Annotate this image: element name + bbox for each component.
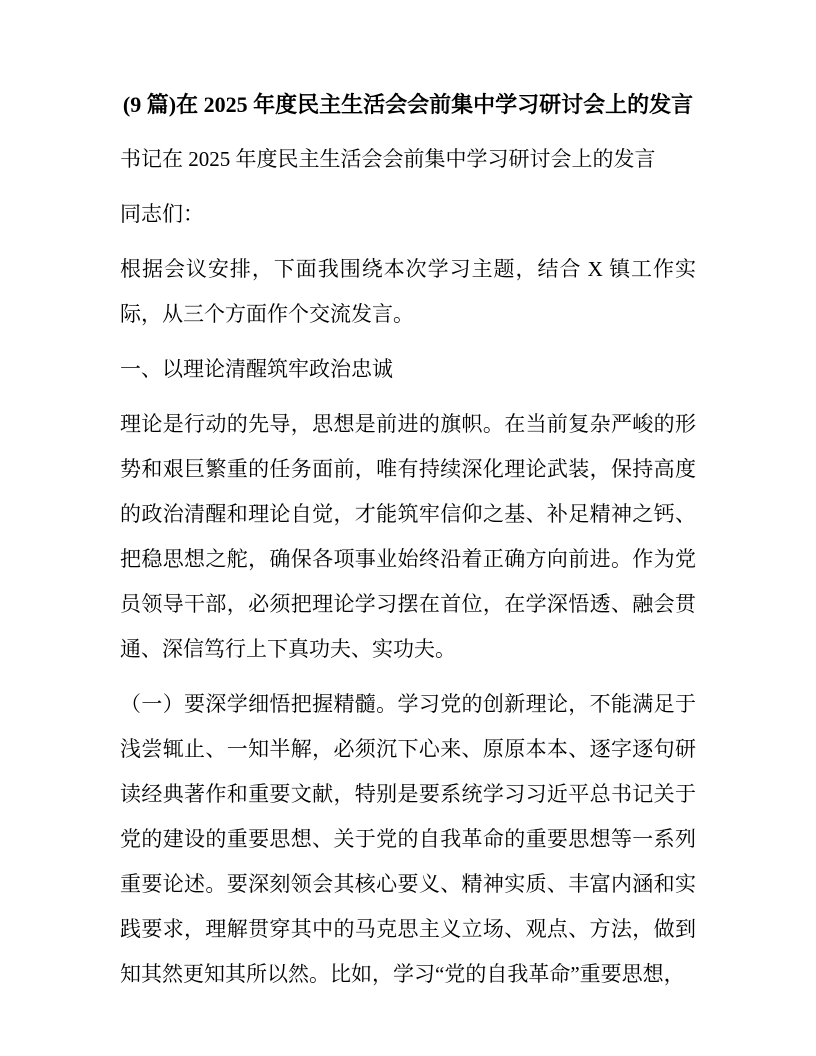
- intro-paragraph: 根据会议安排，下面我围绕本次学习主题，结合 X 镇工作实际，从三个方面作个交流发言。: [120, 257, 696, 326]
- salutation: 同志们：: [120, 202, 204, 226]
- body-paragraph: 理论是行动的先导，思想是前进的旗帜。在当前复杂严峻的形势和艰巨繁重的任务面前，唯有持续深化理论武装，保持高度的政治清醒和理论自觉，才能筑牢信仰之基、补足精神之钙、把稳思想之舵，确保各项事业始终沿着正确方向前进。作为党员领导干部，必须把理论学习摆在首位，在学深悟透、融会贯通、深信笃行上下真功夫、实功夫。: [120, 412, 696, 661]
- section-heading: 一、以理论清醒筑牢政治忠诚: [120, 357, 393, 381]
- document-subtitle: 书记在 2025 年度民主生活会会前集中学习研讨会上的发言: [120, 147, 656, 171]
- body-paragraph: （一）要深学细悟把握精髓。学习党的创新理论，不能满足于浅尝辄止、一知半解，必须沉下心来、原原本本、逐字逐句研读经典著作和重要文献，特别是要系统学习习近平总书记关于党的建设的重要思想、关于党的自我革命的重要思想等一系列重要论述。要深刻领会其核心要义、精神实质、丰富内涵和实践要求，理解贯穿其中的马克思主义立场、观点、方法，做到知其然更知其所以然。比如，学习“党的自我革命”重要思想，: [120, 692, 696, 986]
- document-title: (9 篇)在 2025 年度民主生活会会前集中学习研讨会上的发言: [122, 92, 694, 117]
